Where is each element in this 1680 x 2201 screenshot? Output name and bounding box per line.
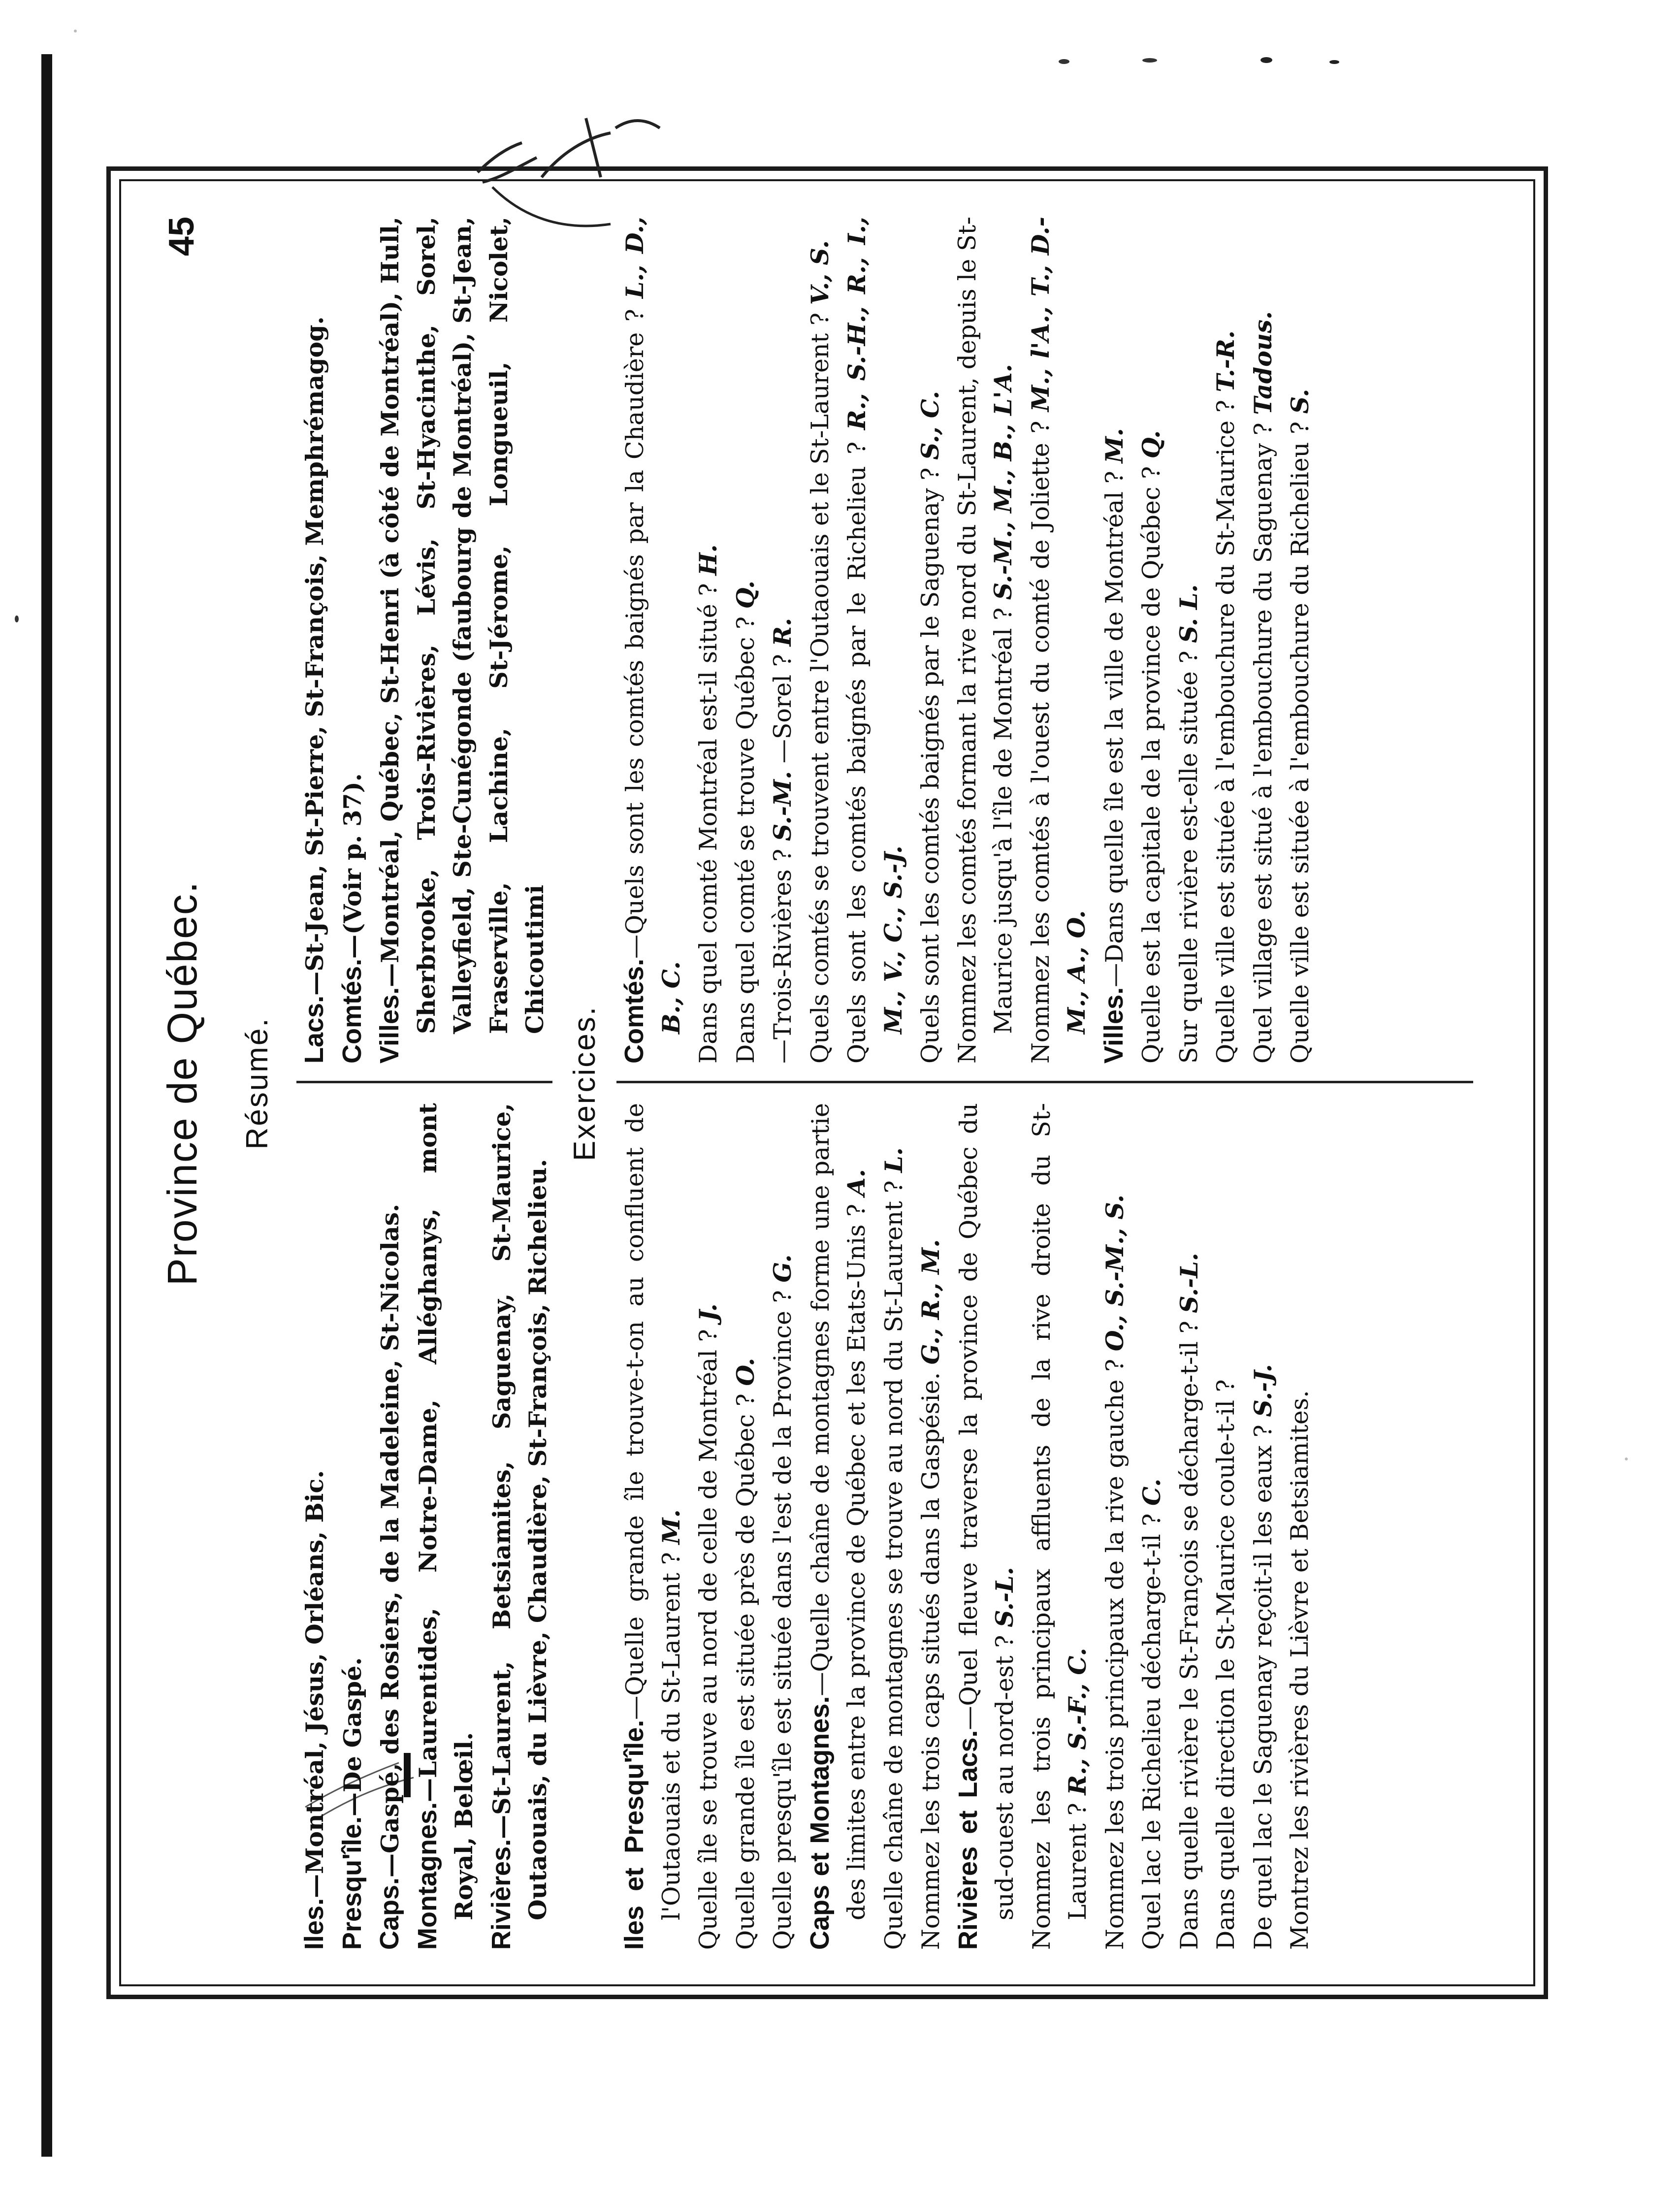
entry-term: Iles et Presqu'île. [619, 1719, 649, 1950]
entry-term: Villes. [375, 987, 404, 1064]
exercices-left-column [616, 1103, 1318, 1950]
entry-text: Quel village est situé à l'embouchure du Saguenay ? [1249, 422, 1277, 1064]
entry [484, 1103, 556, 1950]
entry-text: —Gaspé, des Rosiers, de la Madeleine, St-Nicolas. [376, 1203, 404, 1877]
entry-text: —St-Laurent, Betsiamites, Saguenay, St-Maurice, Outaouais, du Lièvre, Chaudière, St-François, Richelieu. [487, 1103, 552, 1920]
entry-text: Quels comtés se trouvent entre l'Outaouais et le St-Laurent ? [806, 312, 834, 1064]
entry-term: Iles. [299, 1898, 329, 1950]
entry [913, 1103, 949, 1950]
entry [1208, 1103, 1244, 1950]
entry-text: —De Gaspé. [338, 1657, 367, 1817]
binding-edge [41, 54, 52, 2157]
exercices-right-column [616, 217, 1319, 1064]
entry-term: Villes. [1098, 987, 1129, 1064]
entry-text: De quel lac le Saguenay reçoit-il les eaux ? [1249, 1424, 1277, 1950]
entry [1171, 1103, 1208, 1950]
entry-term: Presqu'île. [337, 1816, 367, 1950]
entry-text: Montrez les rivières du Lièvre et Betsiamites. [1286, 1390, 1314, 1950]
entry-text: Quelle ville est située à l'embouchure du Richelieu ? [1286, 421, 1314, 1064]
page-title: Province de Québec. [159, 880, 205, 1286]
entry-answer: S.-M. [768, 771, 797, 842]
entry-answer: S. L. [1174, 584, 1203, 643]
entry [1171, 217, 1207, 1064]
entry-text: Quels sont les comtés baignés par le Saguenay ? [916, 467, 944, 1064]
column-rule [616, 1081, 1473, 1083]
entry-text: —Quels sont les comtés baignés par la Chaudière ? [621, 309, 649, 959]
entry-term: Rivières et Lacs. [953, 1730, 983, 1950]
entry-answer: M. [1099, 428, 1129, 463]
entry-text: Quelle ville est située à l'embouchure du St-Maurice ? [1212, 400, 1240, 1064]
entry-text: Quel lac le Richelieu décharge-t-il ? [1138, 1513, 1166, 1950]
entry [296, 217, 333, 1064]
entry-text: Sur quelle rivière est-elle située ? [1174, 650, 1203, 1064]
entry-text: Nommez les trois principaux affluents de la rive droite du St-Laurent ? [1027, 1103, 1092, 1950]
entry [728, 217, 764, 1064]
entry-text: Nommez les comtés formant la rive nord du St-Laurent, depuis le St-Maurice jusqu'à l'île de Montréal ? [953, 217, 1017, 1064]
entry-answer: S.-L. [990, 1567, 1019, 1627]
entry-answer: Q. [1137, 430, 1165, 459]
entry-answer: H. [694, 544, 722, 576]
entry [1282, 1103, 1318, 1950]
entry-text: —Sorel ? [769, 654, 797, 771]
entry [802, 1103, 875, 1950]
entry-text: Nommez les comtés à l'ouest du comté de Joliette ? [1026, 421, 1055, 1064]
entry-text: Nommez les trois caps situés dans la Gaspésie. [917, 1372, 945, 1950]
entry-term: Comtés. [619, 958, 649, 1064]
entry-answer: L., D., B., C. [620, 216, 685, 1034]
entry-answer: J. [694, 1303, 722, 1322]
entry-text: —Quelle grande île trouve-t-on au confluent de l'Outaouais et du St-Laurent ? [621, 1103, 685, 1920]
entry [1096, 217, 1133, 1064]
entry-text: —Trois-Rivières ? [769, 848, 797, 1064]
entry-answer: S.-L. [1174, 1253, 1203, 1313]
entry [410, 1103, 483, 1950]
entry [765, 1103, 801, 1950]
entry [690, 217, 727, 1064]
entry-answer: G. [768, 1254, 797, 1283]
column-rule [296, 1081, 552, 1083]
entry-text: Quelle est la capitale de la province de Québec ? [1137, 466, 1165, 1064]
entry-answer: T.-R. [1211, 330, 1240, 392]
entry-answer: O. [731, 1358, 760, 1386]
entry [728, 1103, 764, 1950]
entry-text: Quelle presqu'île est située dans l'est de la Province ? [769, 1290, 797, 1950]
entry-answer: S.-M., M., B., L'A. [989, 364, 1017, 600]
entry [765, 217, 801, 1064]
entry [616, 1103, 689, 1950]
entry-text: Dans quelle rivière le St-François se décharge-t-il ? [1175, 1321, 1203, 1950]
entry-term: Caps. [375, 1877, 404, 1950]
entry [839, 217, 911, 1064]
rotated-page-content [139, 202, 1498, 1965]
entry-term: Lacs. [299, 995, 329, 1064]
exercices-heading: Exercices. [568, 1005, 602, 1161]
entry [876, 1103, 912, 1950]
entry [372, 217, 553, 1064]
entry-answer: Tadous. [1248, 311, 1277, 415]
entry-text: Dans quelle direction le St-Maurice coule-t-il ? [1212, 1379, 1240, 1950]
entry-text: —Montréal, Jésus, Orléans, Bic. [300, 1470, 329, 1898]
entry-text: Dans quel comté Montréal est-il situé ? [694, 583, 722, 1064]
entry-answer: S. [1286, 388, 1314, 414]
page-header [159, 202, 218, 1965]
entry [1024, 1103, 1096, 1950]
entry-text: Quelle grande île est située près de Québec ? [731, 1393, 760, 1950]
entry-text: Quels sont les comtés baignés par le Richelieu ? [843, 441, 871, 1064]
entry-answer: V., S. [805, 240, 834, 305]
entry-text: —Laurentides, Notre-Dame, Alléghanys, mont Royal, Belœil. [413, 1103, 478, 1920]
entry-term: Comtés. [337, 958, 367, 1064]
entry-answer: M., l'A., T., D.-M., A., O. [1026, 217, 1091, 1034]
entry-term: Montagnes. [412, 1802, 442, 1950]
entry [1245, 217, 1282, 1064]
resume-right-column [296, 217, 553, 1064]
entry [802, 217, 839, 1064]
entry-text: —Dans quelle île est la ville de Montréal ? [1100, 471, 1129, 987]
entry-answer: C. [1137, 1478, 1166, 1506]
entry [690, 1103, 727, 1950]
entry-text: —Quel fleuve traverse la province de Québec du sud-ouest au nord-est ? [954, 1103, 1019, 1920]
entry-text: Quelle île se trouve au nord de celle de Montréal ? [694, 1329, 722, 1950]
entry-answer: O., S.-M., S. [1100, 1194, 1129, 1352]
entry-text: —Quelle chaîne de montagnes forme une partie des limites entre la province de Québec et les Etats-Unis ? [806, 1102, 871, 1920]
resume-left-column [296, 1103, 556, 1950]
entry-text: —St-Jean, St-Pierre, St-François, Memphrémagog. [300, 316, 329, 996]
entry [950, 217, 1022, 1064]
entry [372, 1103, 409, 1950]
entry-text: Nommez les trois principaux de la rive gauche ? [1100, 1359, 1129, 1950]
entry-answer: M. [656, 1509, 685, 1545]
entry-answer: R., S.-F., C. [1063, 1648, 1092, 1795]
entry-answer: A. [842, 1169, 871, 1197]
entry-answer: Q. [731, 580, 760, 609]
entry-answer: G., R., M. [916, 1239, 945, 1365]
entry-term: Caps et Montagnes. [805, 1696, 835, 1950]
entry [1134, 1103, 1170, 1950]
page-number: 45 [162, 217, 201, 257]
entry-text: —Montréal, Québec, St-Henri (à côté de Montréal), Hull, Sherbrooke, Trois-Rivières, Lévis, St-Hyacinthe, Sorel, Valleyfield, Ste-Cunégonde (faubourg de Montréal), St-Jean, Fraserville, Lachine, St-Jérome, Longueuil, Nicolet, Chicoutimi [376, 217, 549, 1034]
entry-answer: R. [768, 617, 797, 647]
entry-answer: R., S.-H., R., I., M., V., C., S.-J. [842, 217, 907, 1034]
entry-text: Dans quel comté se trouve Québec ? [731, 616, 760, 1064]
entry-term: Rivières. [486, 1839, 516, 1950]
entry [950, 1103, 1023, 1950]
entry [1133, 217, 1170, 1064]
entry [616, 217, 689, 1064]
entry [334, 1103, 371, 1950]
entry-text: Quelle chaîne de montagnes se trouve au nord du St-Laurent ? [879, 1180, 908, 1950]
entry [1208, 217, 1244, 1064]
entry-answer: L. [879, 1147, 908, 1173]
entry [296, 1103, 333, 1950]
entry-answer: S.-J. [1248, 1364, 1277, 1417]
resume-heading: Résumé. [240, 1017, 274, 1150]
entry [1023, 217, 1095, 1064]
entry [1245, 1103, 1282, 1950]
entry [1282, 217, 1319, 1064]
entry [912, 217, 949, 1064]
entry-text: —(Voir p. 37). [338, 773, 367, 959]
entry [334, 217, 371, 1064]
entry-answer: S., C. [916, 390, 944, 460]
entry [1097, 1103, 1133, 1950]
